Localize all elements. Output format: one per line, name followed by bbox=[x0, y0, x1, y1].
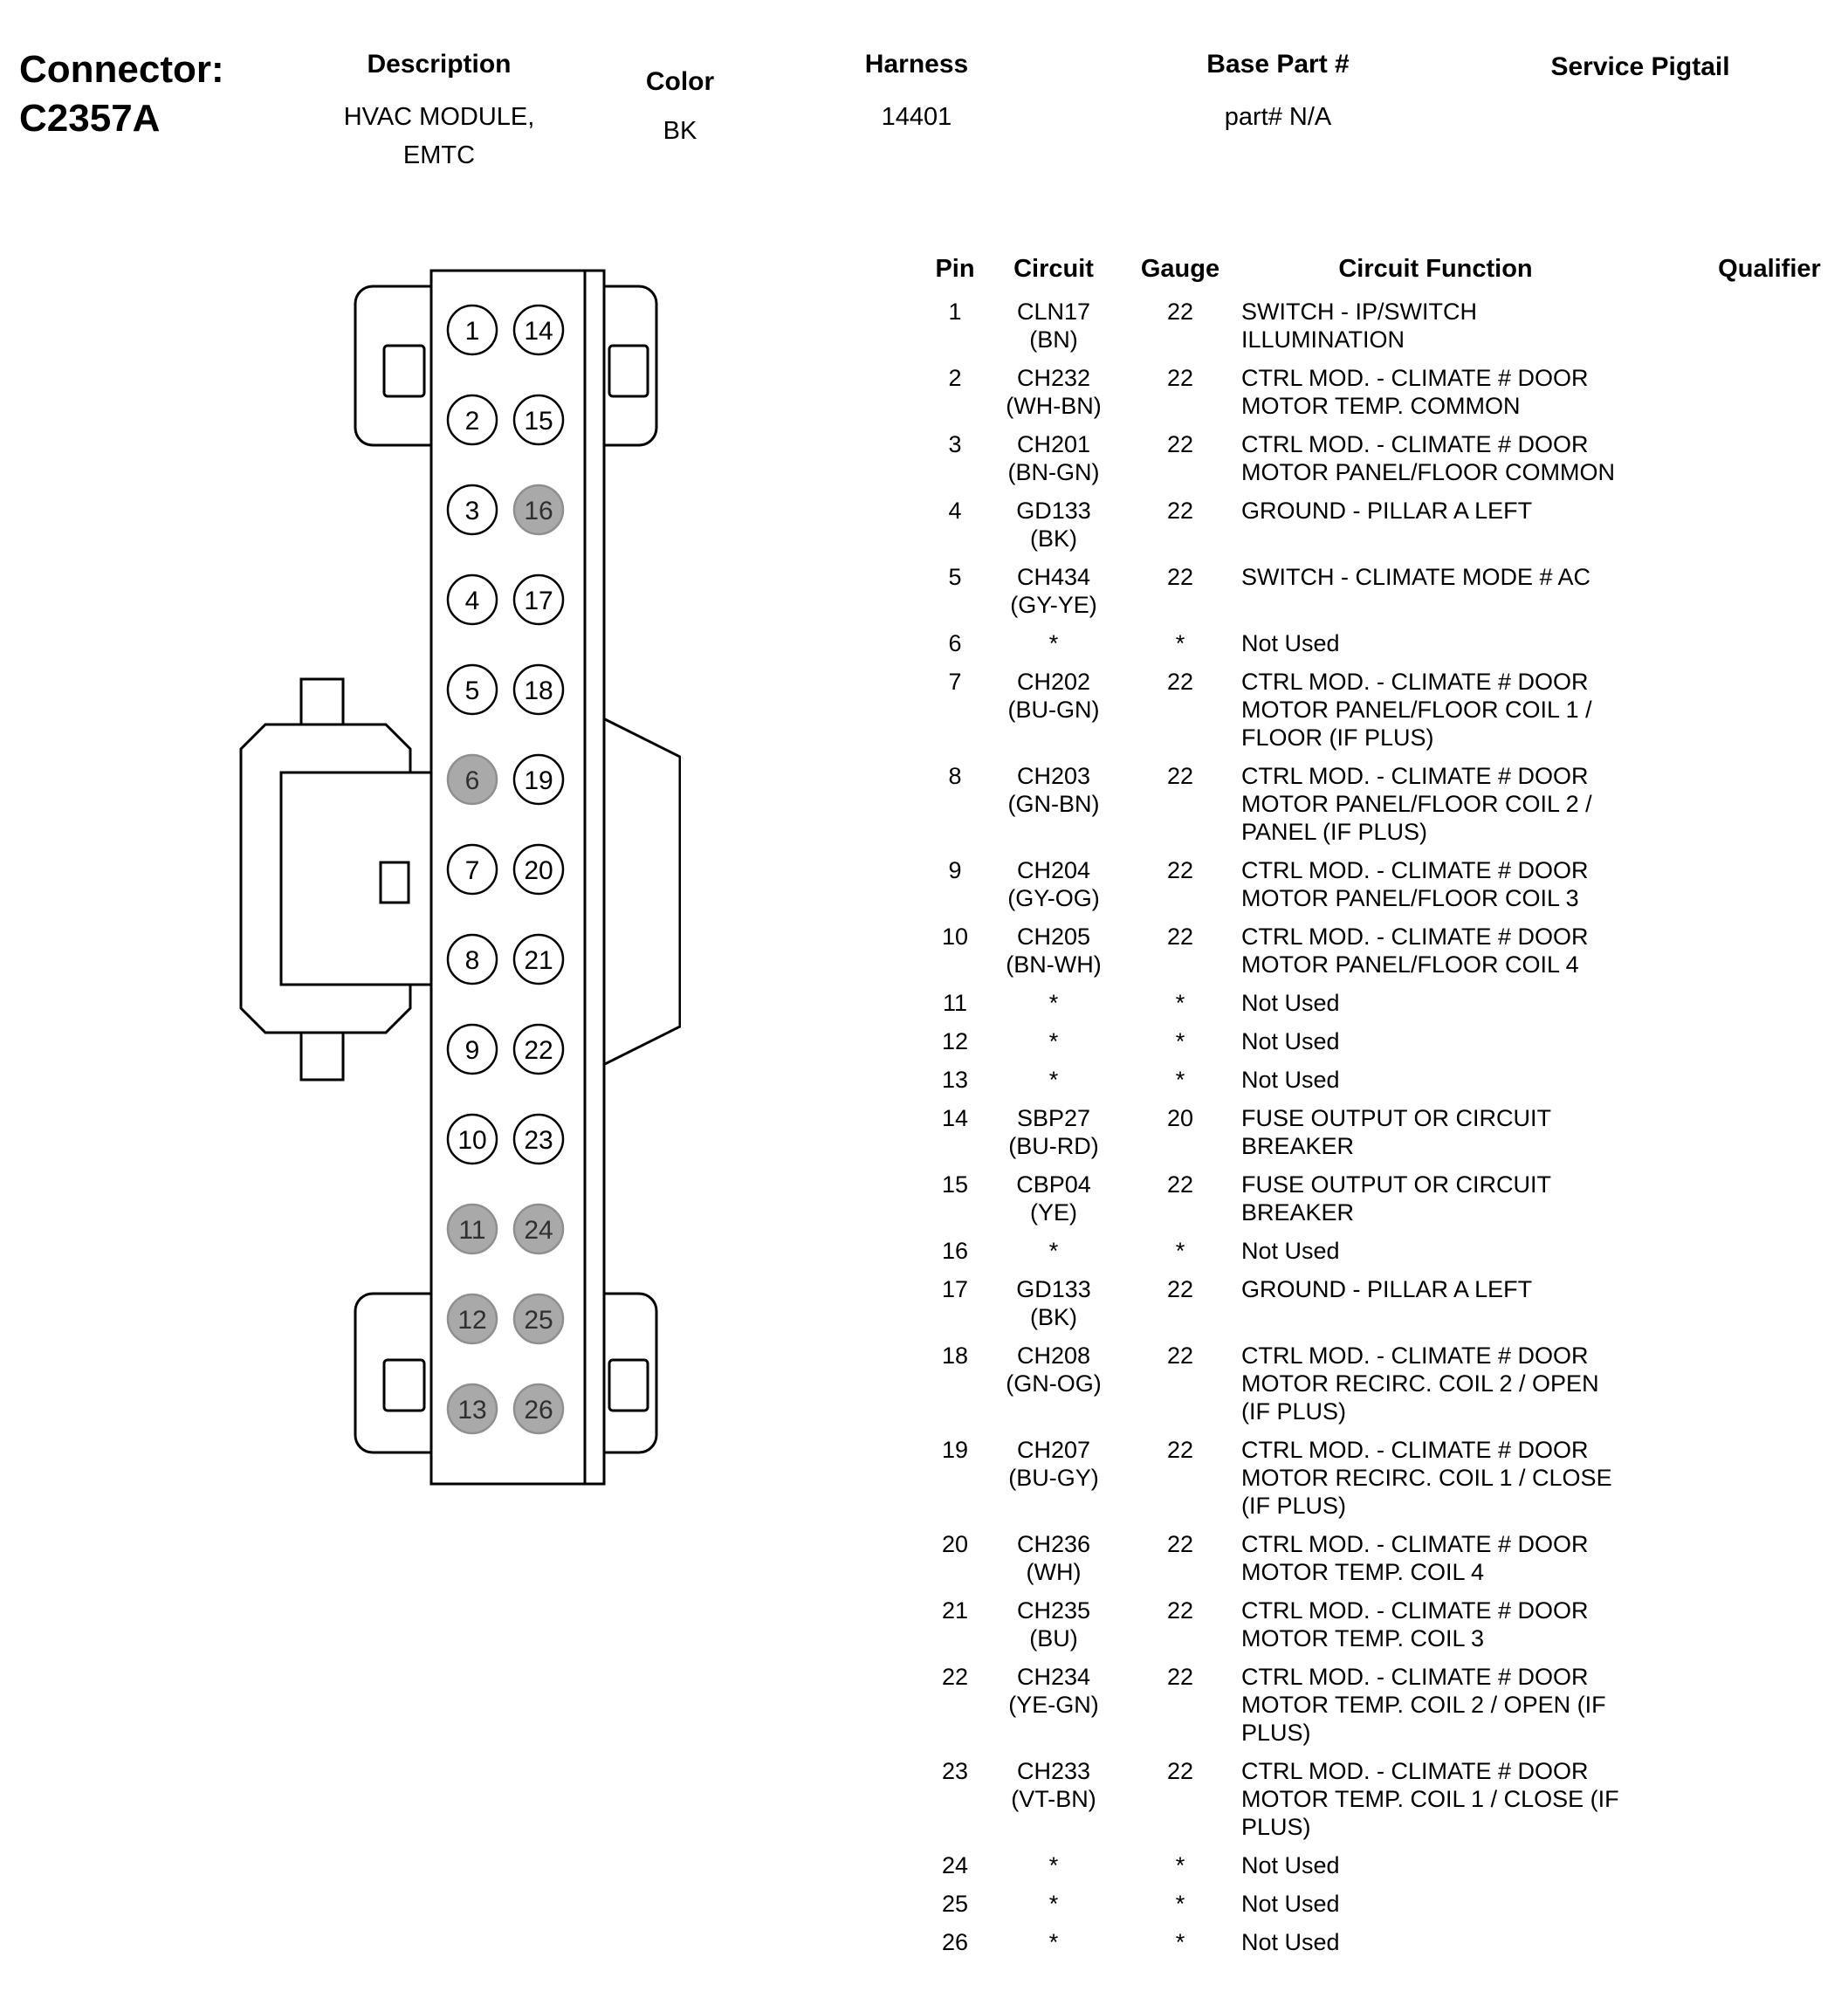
circuit-id: CH202 bbox=[1016, 669, 1091, 695]
circuit-id: CH201 bbox=[1016, 431, 1091, 457]
connector-pin-number: 3 bbox=[464, 497, 480, 525]
description-value-line1: HVAC MODULE, bbox=[343, 103, 535, 131]
circuit-cell bbox=[988, 1104, 1119, 1160]
table-row bbox=[922, 1436, 1847, 1520]
pin-number-cell: 8 bbox=[948, 763, 962, 789]
table-row bbox=[922, 1342, 1847, 1425]
color-block bbox=[646, 66, 714, 150]
connector-pin-number: 26 bbox=[524, 1396, 553, 1425]
circuit-id: CBP04 bbox=[1016, 1171, 1091, 1198]
circuit-id: * bbox=[1048, 1067, 1059, 1093]
function-cell: CTRL MOD. - CLIMATE # DOOR MOTOR RECIRC. COIL 1 / CLOSE (IF PLUS) bbox=[1241, 1437, 1612, 1519]
circuit-color: (GY-YE) bbox=[1010, 592, 1097, 618]
color-label: Color bbox=[645, 67, 715, 96]
circuit-id: GD133 bbox=[1016, 1276, 1091, 1302]
col-header-gauge: Gauge bbox=[1140, 255, 1220, 283]
circuit-color: (BU-GY) bbox=[1008, 1465, 1099, 1491]
function-cell: Not Used bbox=[1241, 630, 1340, 656]
function-cell: FUSE OUTPUT OR CIRCUIT BREAKER bbox=[1241, 1171, 1551, 1226]
circuit-id: CH232 bbox=[1016, 365, 1091, 391]
circuit-cell bbox=[988, 497, 1119, 553]
circuit-color: (WH-BN) bbox=[1006, 393, 1102, 419]
gauge-cell: 22 bbox=[1166, 1597, 1194, 1624]
pinout-rows bbox=[922, 298, 1847, 1956]
circuit-color: (BK) bbox=[1030, 525, 1077, 552]
circuit-cell bbox=[988, 1597, 1119, 1652]
connector-title bbox=[19, 45, 224, 143]
circuit-id: * bbox=[1048, 1028, 1059, 1054]
table-row bbox=[922, 497, 1847, 553]
circuit-color: (GY-OG) bbox=[1007, 885, 1100, 911]
right-wedge bbox=[603, 718, 680, 1065]
circuit-color: (YE-GN) bbox=[1008, 1692, 1099, 1718]
circuit-id: CH207 bbox=[1016, 1437, 1091, 1463]
pin-number-cell: 24 bbox=[941, 1852, 969, 1878]
function-cell: Not Used bbox=[1241, 1929, 1340, 1955]
function-cell: CTRL MOD. - CLIMATE # DOOR MOTOR PANEL/FLOOR COMMON bbox=[1241, 431, 1616, 485]
circuit-color: (BK) bbox=[1030, 1304, 1077, 1330]
harness-block bbox=[865, 49, 968, 136]
base-part-value: part# N/A bbox=[1224, 103, 1332, 131]
gauge-cell: 22 bbox=[1166, 857, 1194, 883]
col-header-pin: Pin bbox=[935, 255, 975, 283]
connector-drawing bbox=[236, 262, 681, 1493]
table-row bbox=[922, 856, 1847, 912]
top-bracket-left-notch bbox=[384, 346, 424, 396]
table-row bbox=[922, 1066, 1847, 1094]
circuit-cell bbox=[988, 563, 1119, 619]
circuit-cell bbox=[988, 629, 1119, 657]
table-row bbox=[922, 1890, 1847, 1918]
latch-top-tab bbox=[301, 679, 343, 726]
function-cell: CTRL MOD. - CLIMATE # DOOR MOTOR TEMP. COMMON bbox=[1241, 365, 1589, 419]
circuit-cell bbox=[988, 1928, 1119, 1956]
latch-inner bbox=[281, 773, 435, 985]
circuit-id: CH205 bbox=[1016, 924, 1091, 950]
description-block bbox=[344, 49, 535, 175]
circuit-id: * bbox=[1048, 1852, 1059, 1878]
circuit-color: (VT-BN) bbox=[1011, 1786, 1096, 1812]
pin-number-cell: 16 bbox=[941, 1238, 969, 1264]
circuit-cell bbox=[988, 1066, 1119, 1094]
table-row bbox=[922, 1027, 1847, 1055]
circuit-id: CH233 bbox=[1016, 1758, 1091, 1784]
function-cell: CTRL MOD. - CLIMATE # DOOR MOTOR RECIRC. COIL 2 / OPEN (IF PLUS) bbox=[1241, 1342, 1599, 1425]
connector-label: Connector: bbox=[19, 48, 224, 91]
table-row bbox=[922, 762, 1847, 846]
gauge-cell: * bbox=[1175, 630, 1185, 656]
pin-number-cell: 18 bbox=[941, 1342, 969, 1369]
circuit-id: CH434 bbox=[1016, 564, 1091, 590]
table-row bbox=[922, 1275, 1847, 1331]
pin-number-cell: 4 bbox=[948, 498, 962, 524]
circuit-cell bbox=[988, 430, 1119, 486]
circuit-cell bbox=[988, 1757, 1119, 1813]
circuit-color: (WH) bbox=[1026, 1559, 1082, 1585]
circuit-cell bbox=[988, 762, 1119, 818]
table-row bbox=[922, 1851, 1847, 1879]
pin-number-cell: 14 bbox=[941, 1105, 969, 1131]
gauge-cell: 20 bbox=[1166, 1105, 1194, 1131]
table-row bbox=[922, 1663, 1847, 1747]
connector-pin-number: 21 bbox=[524, 946, 553, 975]
circuit-cell bbox=[988, 1342, 1119, 1397]
table-row bbox=[922, 1237, 1847, 1265]
table-row bbox=[922, 1928, 1847, 1956]
pin-number-cell: 25 bbox=[941, 1891, 969, 1917]
gauge-cell: * bbox=[1175, 1929, 1185, 1955]
connector-pin-number: 17 bbox=[524, 587, 553, 615]
service-pigtail-block bbox=[1550, 52, 1729, 100]
circuit-cell bbox=[988, 298, 1119, 354]
function-cell: Not Used bbox=[1241, 1891, 1340, 1917]
function-cell: CTRL MOD. - CLIMATE # DOOR MOTOR TEMP. COIL 4 bbox=[1241, 1531, 1589, 1585]
connector-pin-number: 25 bbox=[524, 1306, 553, 1335]
table-row bbox=[922, 989, 1847, 1017]
function-cell: CTRL MOD. - CLIMATE # DOOR MOTOR TEMP. COIL 2 / OPEN (IF PLUS) bbox=[1241, 1664, 1606, 1746]
latch-slot bbox=[381, 862, 409, 903]
circuit-id: * bbox=[1048, 630, 1059, 656]
gauge-cell: 22 bbox=[1166, 564, 1194, 590]
pin-number-cell: 9 bbox=[948, 857, 962, 883]
col-header-qualifier: Qualifier bbox=[1718, 255, 1821, 283]
gauge-cell: * bbox=[1175, 1852, 1185, 1878]
pinout-table bbox=[922, 254, 1847, 1967]
gauge-cell: * bbox=[1175, 1067, 1185, 1093]
connector-pin-number: 8 bbox=[464, 946, 480, 975]
function-cell: Not Used bbox=[1241, 1852, 1340, 1878]
circuit-color: (BN-WH) bbox=[1006, 951, 1102, 978]
gauge-cell: 22 bbox=[1166, 1437, 1194, 1463]
table-row bbox=[922, 668, 1847, 752]
circuit-cell bbox=[988, 1436, 1119, 1492]
circuit-id: * bbox=[1048, 1929, 1059, 1955]
circuit-color: (BU) bbox=[1029, 1625, 1078, 1651]
col-header-circuit: Circuit bbox=[1013, 255, 1094, 283]
circuit-id: * bbox=[1048, 990, 1059, 1016]
housing-rail bbox=[585, 271, 604, 1484]
connector-pin-number: 10 bbox=[457, 1126, 487, 1155]
circuit-cell bbox=[988, 1851, 1119, 1879]
gauge-cell: 22 bbox=[1166, 299, 1194, 325]
connector-pin-number: 11 bbox=[458, 1216, 486, 1245]
circuit-cell bbox=[988, 923, 1119, 979]
pin-number-cell: 17 bbox=[941, 1276, 969, 1302]
connector-pin-number: 14 bbox=[524, 317, 553, 346]
latch-bottom-tab bbox=[301, 1033, 343, 1080]
function-cell: FUSE OUTPUT OR CIRCUIT BREAKER bbox=[1241, 1105, 1551, 1159]
circuit-color: (GN-BN) bbox=[1007, 791, 1100, 817]
pin-number-cell: 10 bbox=[941, 924, 969, 950]
circuit-color: (BU-GN) bbox=[1007, 697, 1100, 723]
function-cell: CTRL MOD. - CLIMATE # DOOR MOTOR PANEL/FLOOR COIL 2 / PANEL (IF PLUS) bbox=[1241, 763, 1592, 845]
gauge-cell: 22 bbox=[1166, 1276, 1194, 1302]
description-value-line2: EMTC bbox=[402, 141, 476, 169]
table-header bbox=[922, 254, 1847, 284]
function-cell: Not Used bbox=[1241, 1028, 1340, 1054]
base-part-label: Base Part # bbox=[1206, 50, 1350, 79]
connector-pin-number: 24 bbox=[524, 1216, 553, 1245]
circuit-cell bbox=[988, 1890, 1119, 1918]
gauge-cell: 22 bbox=[1166, 431, 1194, 457]
gauge-cell: 22 bbox=[1166, 1531, 1194, 1557]
table-row bbox=[922, 563, 1847, 619]
harness-value: 14401 bbox=[881, 103, 952, 131]
table-row bbox=[922, 923, 1847, 979]
function-cell: GROUND - PILLAR A LEFT bbox=[1241, 498, 1533, 524]
gauge-cell: 22 bbox=[1166, 1171, 1194, 1198]
gauge-cell: 22 bbox=[1166, 1758, 1194, 1784]
gauge-cell: * bbox=[1175, 1238, 1185, 1264]
gauge-cell: 22 bbox=[1166, 365, 1194, 391]
circuit-id: CH235 bbox=[1016, 1597, 1091, 1624]
gauge-cell: 22 bbox=[1166, 498, 1194, 524]
circuit-color: (BU-RD) bbox=[1008, 1133, 1099, 1159]
pin-number-cell: 21 bbox=[941, 1597, 969, 1624]
service-pigtail-label: Service Pigtail bbox=[1550, 52, 1730, 81]
connector-pin-number: 15 bbox=[524, 407, 553, 436]
gauge-cell: 22 bbox=[1166, 1342, 1194, 1369]
pin-number-cell: 22 bbox=[941, 1664, 969, 1690]
circuit-id: * bbox=[1048, 1891, 1059, 1917]
table-row bbox=[922, 1171, 1847, 1226]
connector-pin-number: 12 bbox=[457, 1306, 487, 1335]
pin-number-cell: 5 bbox=[948, 564, 962, 590]
connector-pin-number: 2 bbox=[464, 407, 480, 436]
function-cell: Not Used bbox=[1241, 990, 1340, 1016]
circuit-cell bbox=[988, 989, 1119, 1017]
gauge-cell: 22 bbox=[1166, 763, 1194, 789]
function-cell: SWITCH - CLIMATE MODE # AC bbox=[1241, 564, 1591, 590]
connector-id: C2357A bbox=[19, 97, 161, 140]
pin-number-cell: 15 bbox=[941, 1171, 969, 1198]
color-value: BK bbox=[663, 117, 697, 145]
gauge-cell: 22 bbox=[1166, 1664, 1194, 1690]
pin-number-cell: 20 bbox=[941, 1531, 969, 1557]
circuit-color: (BN) bbox=[1029, 326, 1078, 353]
connector-pin-number: 16 bbox=[524, 497, 553, 525]
table-row bbox=[922, 629, 1847, 657]
table-row bbox=[922, 1530, 1847, 1586]
table-row bbox=[922, 298, 1847, 354]
connector-pin-number: 6 bbox=[464, 766, 480, 795]
circuit-cell bbox=[988, 1663, 1119, 1719]
top-bracket-right-notch bbox=[609, 346, 648, 396]
bottom-bracket-left-notch bbox=[384, 1360, 424, 1411]
gauge-cell: * bbox=[1175, 1028, 1185, 1054]
table-row bbox=[922, 1597, 1847, 1652]
circuit-color: (BN-GN) bbox=[1007, 459, 1100, 485]
pin-number-cell: 1 bbox=[948, 299, 962, 325]
pin-number-cell: 11 bbox=[942, 990, 968, 1016]
col-header-function: Circuit Function bbox=[1338, 255, 1533, 283]
connector-pin-number: 23 bbox=[524, 1126, 553, 1155]
circuit-color: (YE) bbox=[1030, 1199, 1077, 1226]
connector-pin-number: 18 bbox=[524, 676, 553, 705]
gauge-cell: * bbox=[1175, 1891, 1185, 1917]
pin-number-cell: 6 bbox=[948, 630, 962, 656]
circuit-cell bbox=[988, 1275, 1119, 1331]
bottom-bracket-right-notch bbox=[609, 1360, 648, 1411]
table-row bbox=[922, 430, 1847, 486]
function-cell: CTRL MOD. - CLIMATE # DOOR MOTOR TEMP. COIL 3 bbox=[1241, 1597, 1589, 1651]
connector-pin-number: 1 bbox=[464, 317, 480, 346]
connector-pin-number: 7 bbox=[464, 856, 480, 885]
connector-pin-number: 22 bbox=[524, 1036, 553, 1065]
function-cell: CTRL MOD. - CLIMATE # DOOR MOTOR PANEL/FLOOR COIL 3 bbox=[1241, 857, 1589, 911]
gauge-cell: * bbox=[1175, 990, 1185, 1016]
circuit-cell bbox=[988, 1027, 1119, 1055]
connector-pin-number: 9 bbox=[464, 1036, 480, 1065]
pin-number-cell: 12 bbox=[941, 1028, 969, 1054]
circuit-cell bbox=[988, 856, 1119, 912]
circuit-cell bbox=[988, 1237, 1119, 1265]
function-cell: CTRL MOD. - CLIMATE # DOOR MOTOR PANEL/FLOOR COIL 1 / FLOOR (IF PLUS) bbox=[1241, 669, 1592, 751]
circuit-id: * bbox=[1048, 1238, 1059, 1264]
connector-pin-number: 4 bbox=[464, 587, 480, 615]
connector-pin-number: 19 bbox=[524, 766, 553, 795]
table-row bbox=[922, 1757, 1847, 1841]
pin-number-cell: 23 bbox=[941, 1758, 969, 1784]
function-cell: GROUND - PILLAR A LEFT bbox=[1241, 1276, 1533, 1302]
connector-pin-number: 13 bbox=[457, 1396, 487, 1425]
table-row bbox=[922, 1104, 1847, 1160]
pin-number-cell: 3 bbox=[948, 431, 962, 457]
gauge-cell: 22 bbox=[1166, 924, 1194, 950]
pin-number-cell: 2 bbox=[948, 365, 962, 391]
circuit-cell bbox=[988, 668, 1119, 724]
gauge-cell: 22 bbox=[1166, 669, 1194, 695]
pin-number-cell: 19 bbox=[941, 1437, 969, 1463]
circuit-id: CLN17 bbox=[1016, 299, 1091, 325]
circuit-id: SBP27 bbox=[1016, 1105, 1091, 1131]
circuit-cell bbox=[988, 1530, 1119, 1586]
function-cell: Not Used bbox=[1241, 1067, 1340, 1093]
circuit-id: GD133 bbox=[1016, 498, 1091, 524]
pin-number-cell: 13 bbox=[941, 1067, 969, 1093]
pin-number-cell: 26 bbox=[941, 1929, 969, 1955]
circuit-id: CH208 bbox=[1016, 1342, 1091, 1369]
function-cell: CTRL MOD. - CLIMATE # DOOR MOTOR PANEL/FLOOR COIL 4 bbox=[1241, 924, 1589, 978]
circuit-id: CH204 bbox=[1016, 857, 1091, 883]
table-row bbox=[922, 364, 1847, 420]
pin-number-cell: 7 bbox=[948, 669, 962, 695]
circuit-cell bbox=[988, 1171, 1119, 1226]
harness-label: Harness bbox=[864, 50, 969, 79]
function-cell: CTRL MOD. - CLIMATE # DOOR MOTOR TEMP. COIL 1 / CLOSE (IF PLUS) bbox=[1241, 1758, 1619, 1840]
base-part-block bbox=[1206, 49, 1349, 136]
circuit-id: CH203 bbox=[1016, 763, 1091, 789]
function-cell: Not Used bbox=[1241, 1238, 1340, 1264]
circuit-cell bbox=[988, 364, 1119, 420]
circuit-id: CH234 bbox=[1016, 1664, 1091, 1690]
circuit-color: (GN-OG) bbox=[1006, 1370, 1102, 1397]
function-cell: SWITCH - IP/SWITCH ILLUMINATION bbox=[1241, 299, 1477, 353]
circuit-id: CH236 bbox=[1016, 1531, 1091, 1557]
description-label: Description bbox=[367, 50, 512, 79]
connector-pin-number: 5 bbox=[464, 676, 480, 705]
connector-pin-number: 20 bbox=[524, 856, 553, 885]
